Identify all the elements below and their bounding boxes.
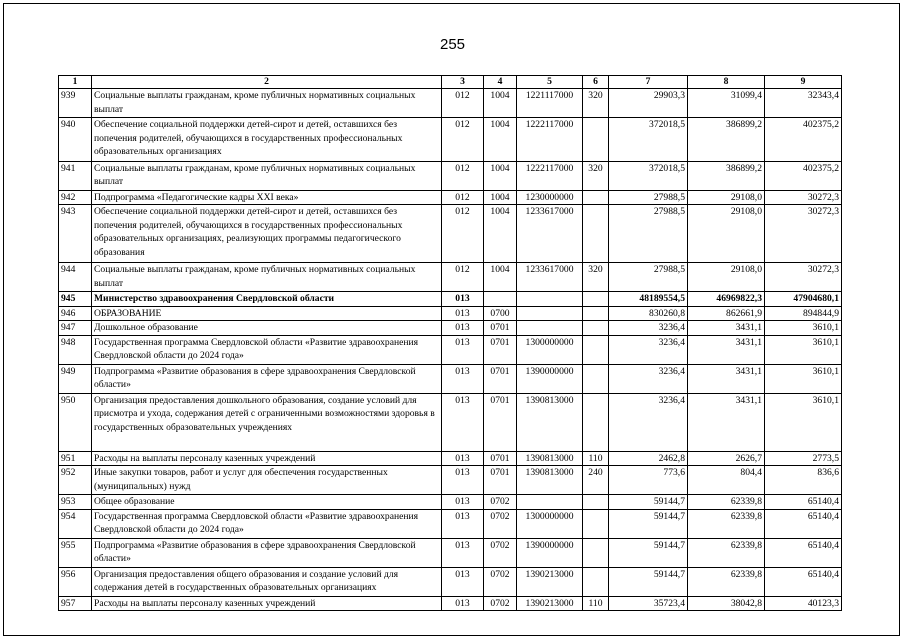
row-amount-year3-cell: 47904680,1 (765, 292, 842, 307)
row-code-section-cell: 0701 (484, 451, 517, 466)
row-number-cell: 951 (59, 451, 92, 466)
table-row (59, 451, 842, 466)
row-number-cell: 955 (59, 538, 92, 567)
row-code-target-cell: 1221117000 (517, 89, 583, 118)
row-name-cell: Министерство здравоохранения Свердловской области (92, 292, 442, 307)
row-name-cell: Государственная программа Свердловской области «Развитие здравоохранения Свердловской области до 2024 года» (92, 509, 442, 538)
row-amount-year2-cell: 29108,0 (688, 263, 765, 292)
row-amount-year2-cell: 3431,1 (688, 335, 765, 364)
header-col-3: 3 (442, 76, 484, 89)
row-amount-year1-cell: 27988,5 (609, 190, 688, 205)
table-row (59, 495, 842, 510)
row-amount-year3-cell: 65140,4 (765, 495, 842, 510)
row-amount-year3-cell: 30272,3 (765, 190, 842, 205)
row-amount-year2-cell: 29108,0 (688, 205, 765, 263)
table-row (59, 292, 842, 307)
row-number-cell: 954 (59, 509, 92, 538)
row-code-type-cell (583, 321, 609, 336)
row-name-cell: Организация предоставления дошкольного образования, создание условий для присмотра и ухода, содержания детей с ограниченными возможностями здоровья в государственных образовательных учреждениях (92, 393, 442, 451)
row-code-type-cell (583, 495, 609, 510)
row-code-type-cell: 110 (583, 451, 609, 466)
row-amount-year1-cell: 59144,7 (609, 495, 688, 510)
row-number-cell: 944 (59, 263, 92, 292)
table-row (59, 393, 842, 451)
row-code-section-cell: 0701 (484, 364, 517, 393)
row-amount-year3-cell: 3610,1 (765, 364, 842, 393)
row-code-target-cell: 1390813000 (517, 451, 583, 466)
table-row (59, 335, 842, 364)
row-amount-year1-cell: 3236,4 (609, 335, 688, 364)
row-amount-year3-cell: 2773,5 (765, 451, 842, 466)
row-number-cell: 945 (59, 292, 92, 307)
row-code-section-cell: 0701 (484, 393, 517, 451)
row-number-cell: 949 (59, 364, 92, 393)
row-code-target-cell: 1233617000 (517, 263, 583, 292)
row-code-ministry-cell: 013 (442, 306, 484, 321)
row-amount-year1-cell: 773,6 (609, 466, 688, 495)
header-row (59, 76, 842, 89)
row-number-cell: 948 (59, 335, 92, 364)
header-col-8: 8 (688, 76, 765, 89)
row-code-type-cell: 320 (583, 263, 609, 292)
row-amount-year3-cell: 3610,1 (765, 335, 842, 364)
row-code-section-cell: 0701 (484, 335, 517, 364)
row-code-type-cell (583, 335, 609, 364)
row-number-cell: 950 (59, 393, 92, 451)
row-code-type-cell (583, 205, 609, 263)
row-amount-year3-cell: 402375,2 (765, 161, 842, 190)
row-code-target-cell: 1390213000 (517, 567, 583, 596)
table-row (59, 118, 842, 162)
row-amount-year1-cell: 2462,8 (609, 451, 688, 466)
row-amount-year3-cell: 65140,4 (765, 538, 842, 567)
row-code-ministry-cell: 013 (442, 466, 484, 495)
row-number-cell: 956 (59, 567, 92, 596)
row-amount-year3-cell: 402375,2 (765, 118, 842, 162)
row-amount-year1-cell: 3236,4 (609, 393, 688, 451)
row-code-ministry-cell: 013 (442, 292, 484, 307)
row-code-type-cell (583, 190, 609, 205)
row-code-type-cell (583, 292, 609, 307)
row-number-cell: 940 (59, 118, 92, 162)
row-code-ministry-cell: 013 (442, 509, 484, 538)
row-number-cell: 939 (59, 89, 92, 118)
row-code-ministry-cell: 012 (442, 263, 484, 292)
row-amount-year3-cell: 30272,3 (765, 263, 842, 292)
row-code-target-cell (517, 306, 583, 321)
row-name-cell: Обеспечение социальной поддержки детей-сирот и детей, оставшихся без попечения родителей, обучающихся в государственных профессиональных образовательных организациях, реализующих программы педагогического образования (92, 205, 442, 263)
row-amount-year2-cell: 46969822,3 (688, 292, 765, 307)
row-name-cell: Подпрограмма «Развитие образования в сфере здравоохранения Свердловской области» (92, 364, 442, 393)
row-code-target-cell: 1390813000 (517, 393, 583, 451)
row-amount-year2-cell: 3431,1 (688, 321, 765, 336)
row-code-ministry-cell: 013 (442, 393, 484, 451)
row-amount-year1-cell: 59144,7 (609, 538, 688, 567)
row-amount-year2-cell: 3431,1 (688, 393, 765, 451)
table-row (59, 263, 842, 292)
row-number-cell: 953 (59, 495, 92, 510)
row-code-target-cell (517, 292, 583, 307)
row-amount-year2-cell: 386899,2 (688, 161, 765, 190)
row-code-section-cell: 0701 (484, 466, 517, 495)
row-amount-year2-cell: 804,4 (688, 466, 765, 495)
row-amount-year1-cell: 3236,4 (609, 364, 688, 393)
budget-table (58, 75, 842, 611)
table-row (59, 364, 842, 393)
row-code-ministry-cell: 013 (442, 596, 484, 611)
row-code-type-cell: 110 (583, 596, 609, 611)
row-amount-year2-cell: 62339,8 (688, 567, 765, 596)
table-row (59, 306, 842, 321)
table-row (59, 161, 842, 190)
table-row (59, 509, 842, 538)
header-col-4: 4 (484, 76, 517, 89)
row-code-type-cell (583, 567, 609, 596)
header-col-9: 9 (765, 76, 842, 89)
row-amount-year1-cell: 29903,3 (609, 89, 688, 118)
row-amount-year2-cell: 862661,9 (688, 306, 765, 321)
row-amount-year2-cell: 62339,8 (688, 509, 765, 538)
row-code-ministry-cell: 013 (442, 495, 484, 510)
row-name-cell: Расходы на выплаты персоналу казенных учреждений (92, 451, 442, 466)
row-code-type-cell: 320 (583, 89, 609, 118)
table-row (59, 321, 842, 336)
row-code-target-cell: 1300000000 (517, 509, 583, 538)
table-body (59, 89, 842, 611)
row-amount-year2-cell: 386899,2 (688, 118, 765, 162)
row-amount-year1-cell: 27988,5 (609, 205, 688, 263)
header-col-5: 5 (517, 76, 583, 89)
row-code-ministry-cell: 013 (442, 335, 484, 364)
row-amount-year3-cell: 3610,1 (765, 321, 842, 336)
row-code-target-cell: 1300000000 (517, 335, 583, 364)
row-name-cell: Дошкольное образование (92, 321, 442, 336)
row-code-target-cell: 1230000000 (517, 190, 583, 205)
row-code-section-cell: 0702 (484, 538, 517, 567)
row-code-type-cell: 240 (583, 466, 609, 495)
row-amount-year1-cell: 59144,7 (609, 509, 688, 538)
row-name-cell: ОБРАЗОВАНИЕ (92, 306, 442, 321)
row-code-section-cell: 1004 (484, 89, 517, 118)
row-code-ministry-cell: 012 (442, 118, 484, 162)
row-amount-year2-cell: 62339,8 (688, 538, 765, 567)
row-code-target-cell: 1233617000 (517, 205, 583, 263)
row-amount-year1-cell: 372018,5 (609, 118, 688, 162)
header-col-2: 2 (92, 76, 442, 89)
row-amount-year1-cell: 59144,7 (609, 567, 688, 596)
row-amount-year2-cell: 31099,4 (688, 89, 765, 118)
row-amount-year2-cell: 3431,1 (688, 364, 765, 393)
row-code-section-cell: 0702 (484, 509, 517, 538)
row-amount-year3-cell: 32343,4 (765, 89, 842, 118)
row-code-type-cell (583, 306, 609, 321)
row-code-section-cell: 1004 (484, 263, 517, 292)
row-code-type-cell (583, 364, 609, 393)
row-name-cell: Подпрограмма «Развитие образования в сфере здравоохранения Свердловской области» (92, 538, 442, 567)
row-amount-year1-cell: 830260,8 (609, 306, 688, 321)
row-code-section-cell: 0701 (484, 321, 517, 336)
row-name-cell: Социальные выплаты гражданам, кроме публичных нормативных социальных выплат (92, 89, 442, 118)
page-number: 255 (439, 36, 466, 53)
row-number-cell: 946 (59, 306, 92, 321)
row-amount-year1-cell: 372018,5 (609, 161, 688, 190)
row-amount-year1-cell: 27988,5 (609, 263, 688, 292)
row-number-cell: 943 (59, 205, 92, 263)
row-name-cell: Расходы на выплаты персоналу казенных учреждений (92, 596, 442, 611)
row-number-cell: 941 (59, 161, 92, 190)
row-name-cell: Обеспечение социальной поддержки детей-сирот и детей, оставшихся без попечения родителей, обучающихся в государственных профессиональных образовательных организациях (92, 118, 442, 162)
row-code-section-cell: 1004 (484, 118, 517, 162)
row-name-cell: Общее образование (92, 495, 442, 510)
row-code-ministry-cell: 013 (442, 451, 484, 466)
row-number-cell: 952 (59, 466, 92, 495)
table-row (59, 205, 842, 263)
table-row (59, 89, 842, 118)
row-code-section-cell: 1004 (484, 161, 517, 190)
row-code-ministry-cell: 012 (442, 205, 484, 263)
row-number-cell: 957 (59, 596, 92, 611)
row-code-type-cell: 320 (583, 161, 609, 190)
row-amount-year3-cell: 3610,1 (765, 393, 842, 451)
row-code-ministry-cell: 013 (442, 364, 484, 393)
row-code-section-cell: 0702 (484, 596, 517, 611)
row-amount-year2-cell: 38042,8 (688, 596, 765, 611)
row-code-ministry-cell: 013 (442, 538, 484, 567)
row-code-type-cell (583, 118, 609, 162)
row-code-target-cell: 1390213000 (517, 596, 583, 611)
row-code-section-cell: 0700 (484, 306, 517, 321)
row-number-cell: 947 (59, 321, 92, 336)
row-code-ministry-cell: 012 (442, 161, 484, 190)
row-amount-year2-cell: 62339,8 (688, 495, 765, 510)
row-amount-year3-cell: 30272,3 (765, 205, 842, 263)
row-amount-year3-cell: 65140,4 (765, 567, 842, 596)
row-code-target-cell (517, 495, 583, 510)
row-code-target-cell: 1222117000 (517, 118, 583, 162)
row-amount-year3-cell: 836,6 (765, 466, 842, 495)
row-amount-year3-cell: 40123,3 (765, 596, 842, 611)
row-code-section-cell (484, 292, 517, 307)
row-number-cell: 942 (59, 190, 92, 205)
row-code-section-cell: 0702 (484, 567, 517, 596)
row-code-ministry-cell: 013 (442, 321, 484, 336)
row-name-cell: Организация предоставления общего образования и создание условий для содержания детей в государственных образовательных организациях (92, 567, 442, 596)
row-name-cell: Государственная программа Свердловской области «Развитие здравоохранения Свердловской области до 2024 года» (92, 335, 442, 364)
row-code-target-cell: 1390000000 (517, 364, 583, 393)
row-code-ministry-cell: 013 (442, 567, 484, 596)
row-amount-year2-cell: 29108,0 (688, 190, 765, 205)
row-amount-year1-cell: 35723,4 (609, 596, 688, 611)
row-amount-year3-cell: 65140,4 (765, 509, 842, 538)
row-code-target-cell: 1390813000 (517, 466, 583, 495)
row-name-cell: Иные закупки товаров, работ и услуг для обеспечения государственных (муниципальных) нужд (92, 466, 442, 495)
header-col-7: 7 (609, 76, 688, 89)
row-name-cell: Социальные выплаты гражданам, кроме публичных нормативных социальных выплат (92, 263, 442, 292)
row-code-section-cell: 1004 (484, 205, 517, 263)
row-code-section-cell: 0702 (484, 495, 517, 510)
table-row (59, 538, 842, 567)
table-header (59, 76, 842, 89)
row-name-cell: Подпрограмма «Педагогические кадры XXI века» (92, 190, 442, 205)
row-name-cell: Социальные выплаты гражданам, кроме публичных нормативных социальных выплат (92, 161, 442, 190)
row-code-ministry-cell: 012 (442, 89, 484, 118)
row-code-target-cell (517, 321, 583, 336)
row-code-target-cell: 1222117000 (517, 161, 583, 190)
table-row (59, 596, 842, 611)
table-row (59, 466, 842, 495)
row-code-ministry-cell: 012 (442, 190, 484, 205)
row-amount-year2-cell: 2626,7 (688, 451, 765, 466)
table-row (59, 567, 842, 596)
header-col-1: 1 (59, 76, 92, 89)
row-code-type-cell (583, 393, 609, 451)
row-code-type-cell (583, 509, 609, 538)
row-amount-year3-cell: 894844,9 (765, 306, 842, 321)
row-amount-year1-cell: 48189554,5 (609, 292, 688, 307)
row-code-section-cell: 1004 (484, 190, 517, 205)
header-col-6: 6 (583, 76, 609, 89)
table-row (59, 190, 842, 205)
row-code-target-cell: 1390000000 (517, 538, 583, 567)
row-amount-year1-cell: 3236,4 (609, 321, 688, 336)
row-code-type-cell (583, 538, 609, 567)
